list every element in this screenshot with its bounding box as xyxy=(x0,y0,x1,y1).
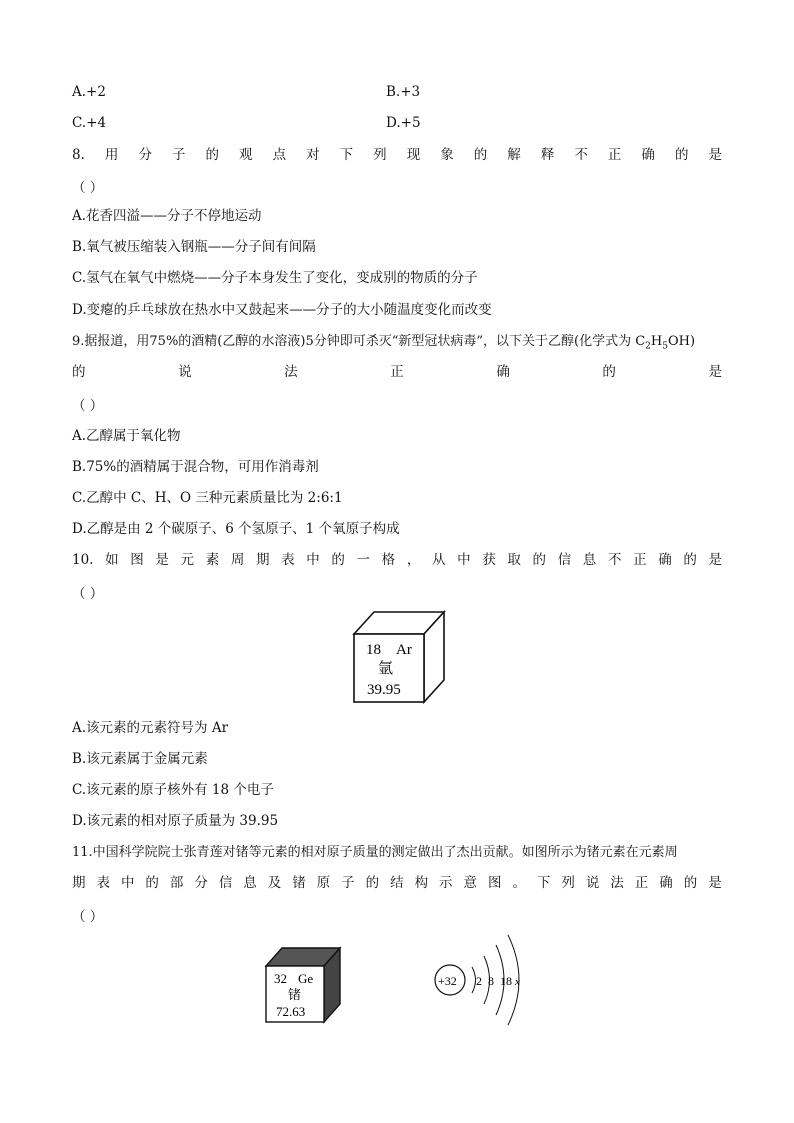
q8-stem-char: 下 xyxy=(339,147,354,163)
q10-stem-char: 一 xyxy=(356,552,371,568)
q7-option-d: D.+5 xyxy=(386,115,421,131)
q10-stem-char: 中 xyxy=(457,552,471,568)
q8-stem-char: 点 xyxy=(272,147,287,163)
q11-stem-char: 中 xyxy=(120,875,135,891)
q11-answer-paren: （ ） xyxy=(72,909,104,925)
q10-answer-paren: （ ） xyxy=(72,586,104,602)
q9-stem-line1: 9.据报道，用75%的酒精(乙醇的水溶液)5分钟即可杀灭“新型冠状病毒”，以下关于乙醇(化学式为 $C_2H_5OH$) xyxy=(72,334,696,352)
shell-count-1: 2 xyxy=(476,974,482,988)
q11-stem-char: 的 xyxy=(365,875,380,891)
q11-stem-char: 的 xyxy=(145,875,159,891)
q8-stem-char: 的 xyxy=(205,147,220,163)
q10-stem-char: 正 xyxy=(633,552,647,568)
q11-stem-char: 图 xyxy=(487,875,502,891)
q8-stem-char: 用 xyxy=(104,147,119,163)
q9-option-c: C.乙醇中 C、H、O 三种元素质量比为 2:6:1 xyxy=(72,490,343,506)
q9-stem-char: 的 xyxy=(72,364,86,380)
q10-stem-char: 的 xyxy=(532,552,547,568)
q8-stem-char: 解 xyxy=(507,147,521,163)
germanium-name: 锗 xyxy=(288,987,302,1002)
q10-stem-char: 信 xyxy=(557,552,572,568)
q11-stem-char: 。 xyxy=(512,875,526,891)
q7-option-c: C.+4 xyxy=(72,115,107,131)
q10-stem-char: 格 xyxy=(381,552,396,568)
q9-option-a: A.乙醇属于氧化物 xyxy=(72,428,181,444)
q8-stem-char: 列 xyxy=(373,147,387,163)
germanium-periodic-cell xyxy=(264,946,344,1024)
q11-stem-char: 说 xyxy=(585,875,600,891)
q10-option-b: B.该元素属于金属元素 xyxy=(72,751,208,767)
argon-symbol: Ar xyxy=(396,642,412,658)
q8-stem-char: 象 xyxy=(440,147,454,163)
q10-stem-char: 获 xyxy=(482,552,496,568)
q11-stem-char: 锗 xyxy=(292,875,306,891)
germanium-atom-structure xyxy=(432,930,542,1030)
q8-stem-char: 正 xyxy=(607,147,622,163)
q11-stem-char: 信 xyxy=(218,875,233,891)
q10-stem-char: 的 xyxy=(683,552,697,568)
q10-stem-char: 如 xyxy=(105,552,119,568)
q8-stem-char: 是 xyxy=(708,147,722,163)
q9-stem-char: 确 xyxy=(496,364,510,380)
q11-stem-char: 下 xyxy=(536,875,551,891)
q11-stem-char: 原 xyxy=(316,875,331,891)
q11-stem-char: 息 xyxy=(243,875,257,891)
q10-stem-char: ， xyxy=(406,552,421,568)
q8-option-b: B.氧气被压缩装入钢瓶——分子间有间隔 xyxy=(72,239,316,255)
q11-stem-char: 及 xyxy=(267,875,282,891)
shell-count-4: x xyxy=(515,976,520,988)
q10-stem-char: 周 xyxy=(230,552,245,568)
q7-option-a: A.+2 xyxy=(72,84,106,100)
q10-stem-char: 是 xyxy=(155,552,169,568)
q10-stem-char: 素 xyxy=(205,552,220,568)
q8-stem-char: 的 xyxy=(674,147,689,163)
q11-stem-char: 确 xyxy=(659,875,673,891)
q8-stem-char: 观 xyxy=(239,147,253,163)
q10-option-c: C.该元素的原子核外有 18 个电子 xyxy=(72,782,274,798)
nucleus-charge: +32 xyxy=(438,974,457,988)
germanium-mass: 72.63 xyxy=(276,1004,306,1019)
argon-number: 18 xyxy=(366,642,381,658)
q11-stem-char: 示 xyxy=(439,875,453,891)
q8-option-c: C.氢气在氧气中燃烧——分子本身发生了变化，变成别的物质的分子 xyxy=(72,270,478,286)
q11-stem-char: 子 xyxy=(341,875,355,891)
argon-name: 氩 xyxy=(378,661,394,677)
q10-stem-char: 取 xyxy=(507,552,521,568)
q10-stem-char: 的 xyxy=(331,552,345,568)
q9-answer-paren: （ ） xyxy=(72,398,104,414)
q10-option-a: A.该元素的元素符号为 Ar xyxy=(72,720,229,736)
q11-stem-line2 xyxy=(72,874,722,892)
q11-stem-char: 部 xyxy=(169,875,184,891)
q11-stem-char: 正 xyxy=(634,875,649,891)
q9-stem-char: 说 xyxy=(178,364,192,380)
q8-option-d: D.变瘪的乒乓球放在热水中又鼓起来——分子的大小随温度变化而改变 xyxy=(72,302,492,318)
q8-stem-char: 现 xyxy=(406,147,421,163)
q11-stem-line1: 11.中国科学院院士张青莲对锗等元素的相对原子质量的测定做出了杰出贡献。如图所示为锗元素在元素周 xyxy=(72,845,678,860)
q10-stem-char: 中 xyxy=(306,552,320,568)
q10-stem-char: 从 xyxy=(431,552,446,568)
q8-stem-char: 确 xyxy=(641,147,655,163)
q10-stem xyxy=(72,551,722,569)
q11-stem-char: 构 xyxy=(414,875,429,891)
q8-stem-char: 8. xyxy=(72,147,85,163)
germanium-number: 32 xyxy=(274,971,287,986)
q8-stem-char: 分 xyxy=(138,147,152,163)
q10-stem-char: 元 xyxy=(180,552,195,568)
q10-stem-char: 期 xyxy=(255,552,270,568)
argon-periodic-cell xyxy=(352,610,448,706)
q11-stem-char: 分 xyxy=(194,875,208,891)
q9-stem-char: 的 xyxy=(602,364,616,380)
q10-stem-char: 是 xyxy=(708,552,722,568)
argon-mass: 39.95 xyxy=(367,682,401,698)
q9-option-b: B.75%的酒精属于混合物，可用作消毒剂 xyxy=(72,459,319,475)
q10-stem-char: 10. xyxy=(72,552,94,568)
q10-stem-char: 不 xyxy=(607,552,622,568)
q10-option-d: D.该元素的相对原子质量为 39.95 xyxy=(72,813,279,829)
q8-stem-char: 释 xyxy=(540,147,555,163)
germanium-symbol: Ge xyxy=(298,971,314,986)
q8-option-a: A.花香四溢——分子不停地运动 xyxy=(72,208,262,224)
q11-stem-char: 表 xyxy=(96,875,110,891)
q8-stem-char: 对 xyxy=(306,147,320,163)
q11-stem-char: 结 xyxy=(390,875,404,891)
q9-stem-char: 法 xyxy=(284,364,298,380)
q10-stem-char: 息 xyxy=(582,552,597,568)
q8-stem-char: 的 xyxy=(473,147,488,163)
q9-stem-char: 正 xyxy=(390,364,404,380)
shell-count-2: 8 xyxy=(488,974,494,988)
q8-stem xyxy=(72,146,722,164)
shell-arc-1 xyxy=(472,967,476,993)
q9-stem-line2 xyxy=(72,363,722,381)
q10-stem-char: 确 xyxy=(658,552,672,568)
q9-stem-char: 是 xyxy=(708,364,722,380)
q7-option-b: B.+3 xyxy=(386,84,421,100)
q8-answer-paren: （ ） xyxy=(72,180,104,196)
q10-stem-char: 表 xyxy=(281,552,295,568)
q8-stem-char: 不 xyxy=(574,147,588,163)
q11-stem-char: 意 xyxy=(463,875,477,891)
q11-stem-char: 期 xyxy=(72,875,86,891)
q8-stem-char: 子 xyxy=(171,147,186,163)
q11-stem-char: 法 xyxy=(610,875,624,891)
q10-stem-char: 图 xyxy=(130,552,144,568)
q11-stem-char: 是 xyxy=(708,875,722,891)
q11-stem-char: 列 xyxy=(561,875,575,891)
shell-count-3: 18 xyxy=(500,974,512,988)
q9-option-d: D.乙醇是由 2 个碳原子、6 个氢原子、1 个氧原子构成 xyxy=(72,521,400,537)
q11-stem-char: 的 xyxy=(683,875,698,891)
